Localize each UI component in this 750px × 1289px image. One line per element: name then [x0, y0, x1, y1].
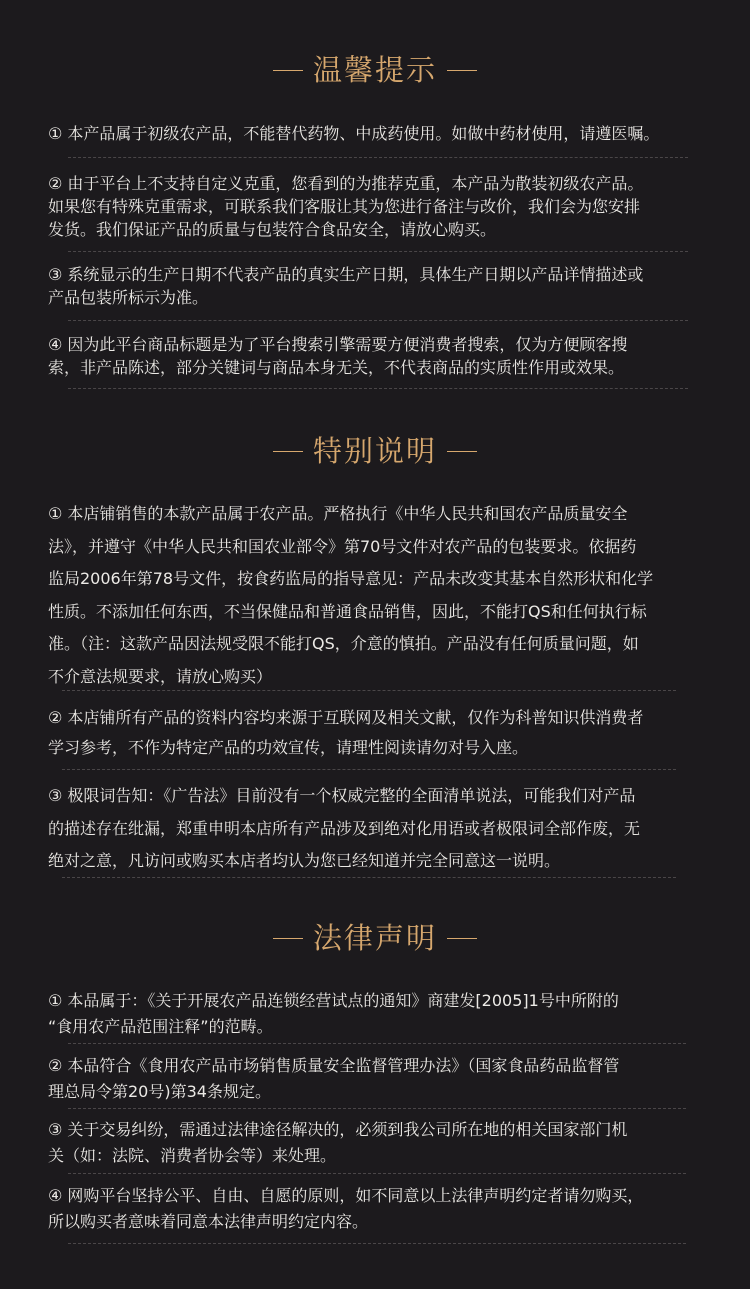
item-line: 的描述存在纰漏，郑重申明本店所有产品涉及到绝对化用语或者极限词全部作废，无 — [48, 818, 641, 838]
item-line: 准。（注：这款产品因法规受限不能打QS，介意的慎拍。产品没有任何质量问题，如 — [48, 634, 639, 653]
item-line: ③ 系统显示的生产日期不代表产品的真实生产日期，具体生产日期以产品详情描述或 — [48, 265, 644, 284]
separator — [68, 1243, 686, 1244]
item-line: 所以购买者意味着同意本法律声明约定内容。 — [48, 1212, 369, 1231]
title-dash-left — [273, 70, 303, 71]
item-line: 产品包装所标示为准。 — [48, 288, 209, 307]
section-title-text: 温馨提示 — [312, 53, 437, 87]
item-line: ④ 因为此平台商品标题是为了平台搜索引擎需要方便消费者搜索，仅为方便顾客搜 — [48, 335, 628, 354]
tips-item-2 — [48, 172, 643, 241]
separator — [68, 1043, 686, 1044]
title-dash-right — [447, 70, 477, 71]
item-line: ① 本产品属于初级农产品，不能替代药物、中成药使用。如做中药材使用，请遵医嘱。 — [48, 124, 660, 143]
separator — [68, 251, 688, 252]
legal-item-1 — [48, 988, 619, 1040]
item-line: 发货。我们保证产品的质量与包装符合食品安全，请放心购买。 — [48, 220, 497, 239]
legal-item-2 — [48, 1053, 619, 1105]
item-line: 性质。不添加任何东西，不当保健品和普通食品销售，因此，不能打QS和任何执行标 — [48, 601, 647, 621]
item-line: ① 本店铺销售的本款产品属于农产品。严格执行《中华人民共和国农产品质量安全 — [48, 504, 628, 523]
item-line: “食用农产品范围注释”的范畴。 — [48, 1017, 273, 1036]
section-title-tips — [0, 50, 750, 90]
legal-item-4 — [48, 1183, 643, 1235]
item-line: 理总局令第20号)第34条规定。 — [48, 1082, 271, 1101]
separator — [68, 388, 688, 389]
special-item-1 — [48, 498, 653, 693]
separator — [62, 690, 676, 691]
item-line: 绝对之意，凡访问或购买本店者均认为您已经知道并完全同意这一说明。 — [48, 851, 561, 870]
item-line: ② 由于平台上不支持自定义克重，您看到的为推荐克重，本产品为散装初级农产品。 — [48, 174, 644, 193]
item-line: ② 本店铺所有产品的资料内容均来源于互联网及相关文献，仅作为科普知识供消费者 — [48, 708, 644, 727]
section-title-special — [0, 431, 750, 471]
item-line: 关（如：法院、消费者协会等）来处理。 — [48, 1146, 337, 1165]
item-line: 索，非产品陈述，部分关键词与商品本身无关，不代表商品的实质性作用或效果。 — [48, 358, 625, 377]
separator — [68, 1108, 686, 1109]
separator — [62, 769, 676, 770]
item-line: ③ 关于交易纠纷，需通过法律途径解决的，必须到我公司所在地的相关国家部门机 — [48, 1120, 628, 1139]
tips-item-1 — [48, 122, 659, 145]
title-dash-right — [447, 451, 477, 452]
item-line: ③ 极限词告知：《广告法》目前没有一个权威完整的全面清单说法，可能我们对产品 — [48, 786, 636, 805]
tips-item-3 — [48, 263, 643, 309]
item-line: ② 本品符合《食用农产品市场销售质量安全监督管理办法》（国家食品药品监督管 — [48, 1056, 620, 1075]
separator — [68, 157, 688, 158]
title-dash-left — [273, 938, 303, 939]
item-line: 如果您有特殊克重需求，可联系我们客服让其为您进行备注与改价，我们会为您安排 — [48, 197, 641, 216]
title-dash-right — [447, 938, 477, 939]
item-line: 法》，并遵守《中华人民共和国农业部令》第70号文件对农产品的包装要求。依据药 — [48, 536, 637, 556]
item-line: 不介意法规要求，请放心购买） — [48, 666, 273, 686]
item-line: 学习参考，不作为特定产品的功效宣传，请理性阅读请勿对号入座。 — [48, 738, 529, 757]
section-title-legal — [0, 918, 750, 958]
item-line: 监局2006年第78号文件，按食药监局的指导意见：产品未改变其基本自然形状和化学 — [48, 569, 654, 588]
special-item-3 — [48, 780, 640, 878]
special-item-2 — [48, 703, 643, 763]
legal-item-3 — [48, 1117, 627, 1169]
title-dash-left — [273, 451, 303, 452]
tips-item-4 — [48, 333, 627, 379]
item-line: ① 本品属于：《关于开展农产品连锁经营试点的通知》商建发[2005]1号中所附的 — [48, 991, 619, 1010]
separator — [62, 877, 676, 878]
item-line: ④ 网购平台坚持公平、自由、自愿的原则，如不同意以上法律声明约定者请勿购买， — [48, 1186, 644, 1205]
separator — [68, 320, 688, 321]
separator — [68, 1173, 686, 1174]
section-title-text: 特别说明 — [312, 434, 437, 468]
section-title-text: 法律声明 — [312, 921, 437, 955]
